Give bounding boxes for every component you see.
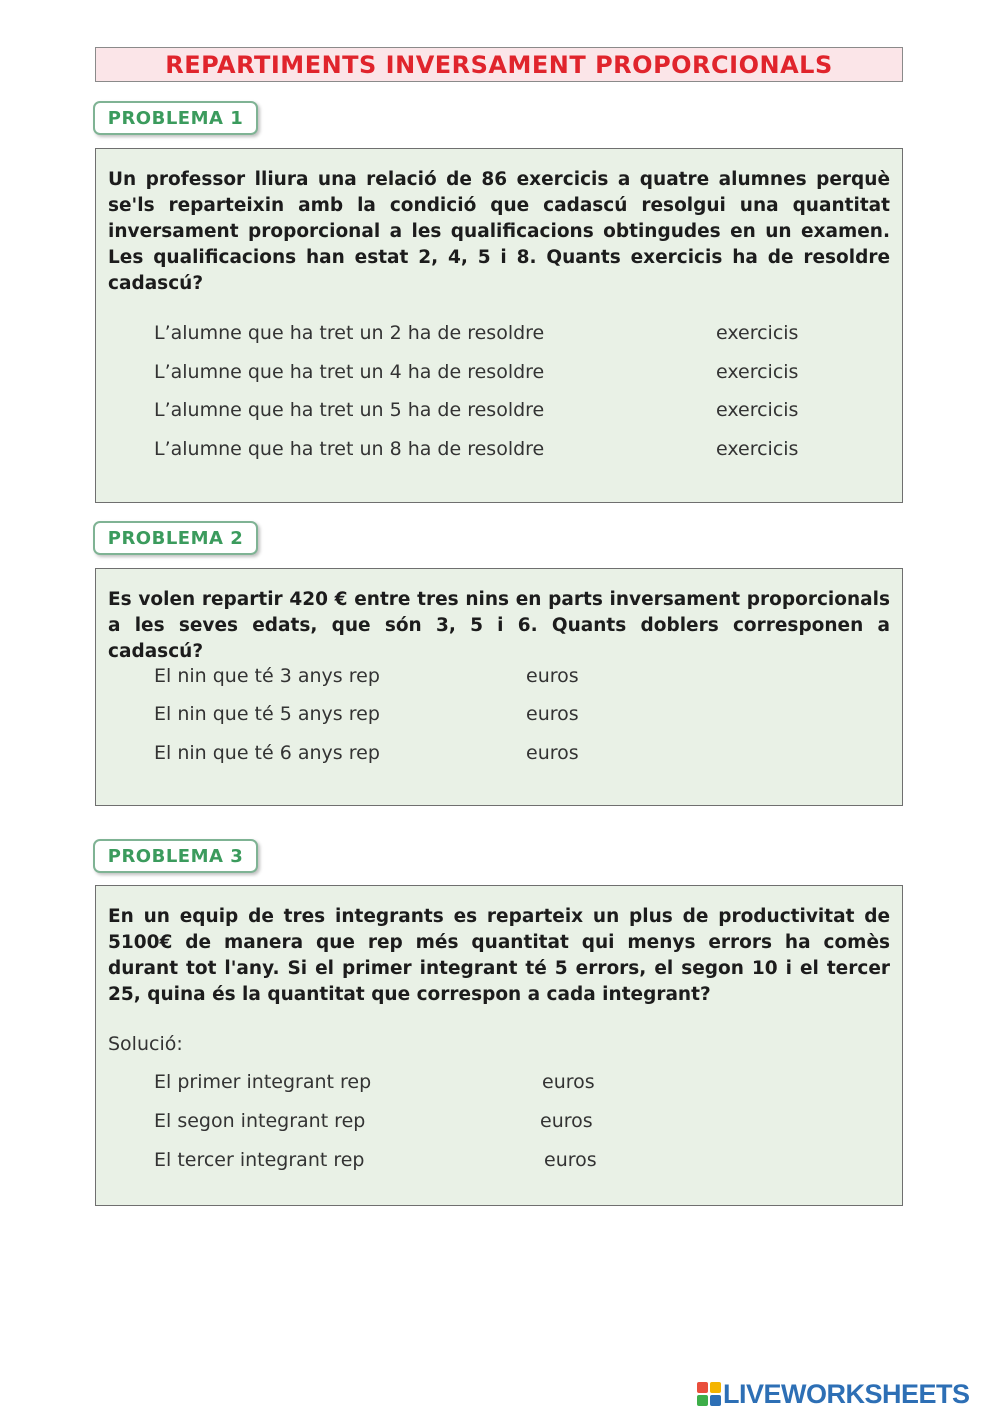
answer-label: L’alumne que ha tret un 5 ha de resoldre — [154, 399, 545, 421]
answer-unit: euros — [544, 1149, 597, 1171]
answer-unit: exercicis — [716, 438, 799, 460]
answer-unit: euros — [542, 1071, 595, 1093]
answer-unit: euros — [526, 742, 579, 764]
problem-2-statement: Es volen repartir 420 € entre tres nins en parts inversament proporcionals a les seves edats, que són 3, 5 i 6. Quants doblers corresponen a cadascú? — [108, 589, 890, 662]
answer-unit: exercicis — [716, 361, 799, 383]
problem-1-panel — [95, 148, 903, 503]
answer-label: L’alumne que ha tret un 4 ha de resoldre — [154, 361, 545, 383]
answer-unit: exercicis — [716, 322, 799, 344]
answer-unit: euros — [540, 1110, 593, 1132]
answer-unit: euros — [526, 703, 579, 725]
answer-label: L’alumne que ha tret un 8 ha de resoldre — [154, 438, 545, 460]
answer-label: El primer integrant rep — [154, 1071, 372, 1093]
answer-unit: euros — [526, 665, 579, 687]
problem-3-panel — [95, 885, 903, 1206]
answer-label: L’alumne que ha tret un 2 ha de resoldre — [154, 322, 545, 344]
problem-1-statement: Un professor lliura una relació de 86 exercicis a quatre alumnes perquè se'ls reparteixin amb la condició que cadascú resolgui una quantitat inversament proporcional a les qualificacions obtingudes en un examen. Les qualificacions han estat 2, 4, 5 i 8. Quants exercicis ha de resoldre cadascú? — [108, 169, 890, 294]
brand-name: LIVEWORKSHEETS — [723, 1378, 970, 1409]
solution-label: Solució: — [108, 1033, 183, 1055]
answer-label: El tercer integrant rep — [154, 1149, 365, 1171]
problem-2-panel — [95, 568, 903, 806]
answer-label: El segon integrant rep — [154, 1110, 366, 1132]
answer-label: El nin que té 3 anys rep — [154, 665, 380, 687]
liveworksheets-logo[interactable] — [697, 1379, 970, 1409]
answer-label: El nin que té 6 anys rep — [154, 742, 380, 764]
problem-3-statement: En un equip de tres integrants es reparteix un plus de productivitat de 5100€ de manera que rep més quantitat qui menys errors ha comès durant tot l'any. Si el primer integrant té 5 errors, el segon 10 i el tercer 25, quina és la quantitat que correspon a cada integrant? — [108, 906, 890, 1005]
problem-1-tag: PROBLEMA 1 — [93, 101, 258, 135]
answer-label: El nin que té 5 anys rep — [154, 703, 380, 725]
liveworksheets-logo-icon — [697, 1382, 721, 1406]
problem-2-tag: PROBLEMA 2 — [93, 521, 258, 555]
problem-3-tag: PROBLEMA 3 — [93, 839, 258, 873]
answer-unit: exercicis — [716, 399, 799, 421]
page-title: REPARTIMENTS INVERSAMENT PROPORCIONALS — [95, 47, 903, 82]
